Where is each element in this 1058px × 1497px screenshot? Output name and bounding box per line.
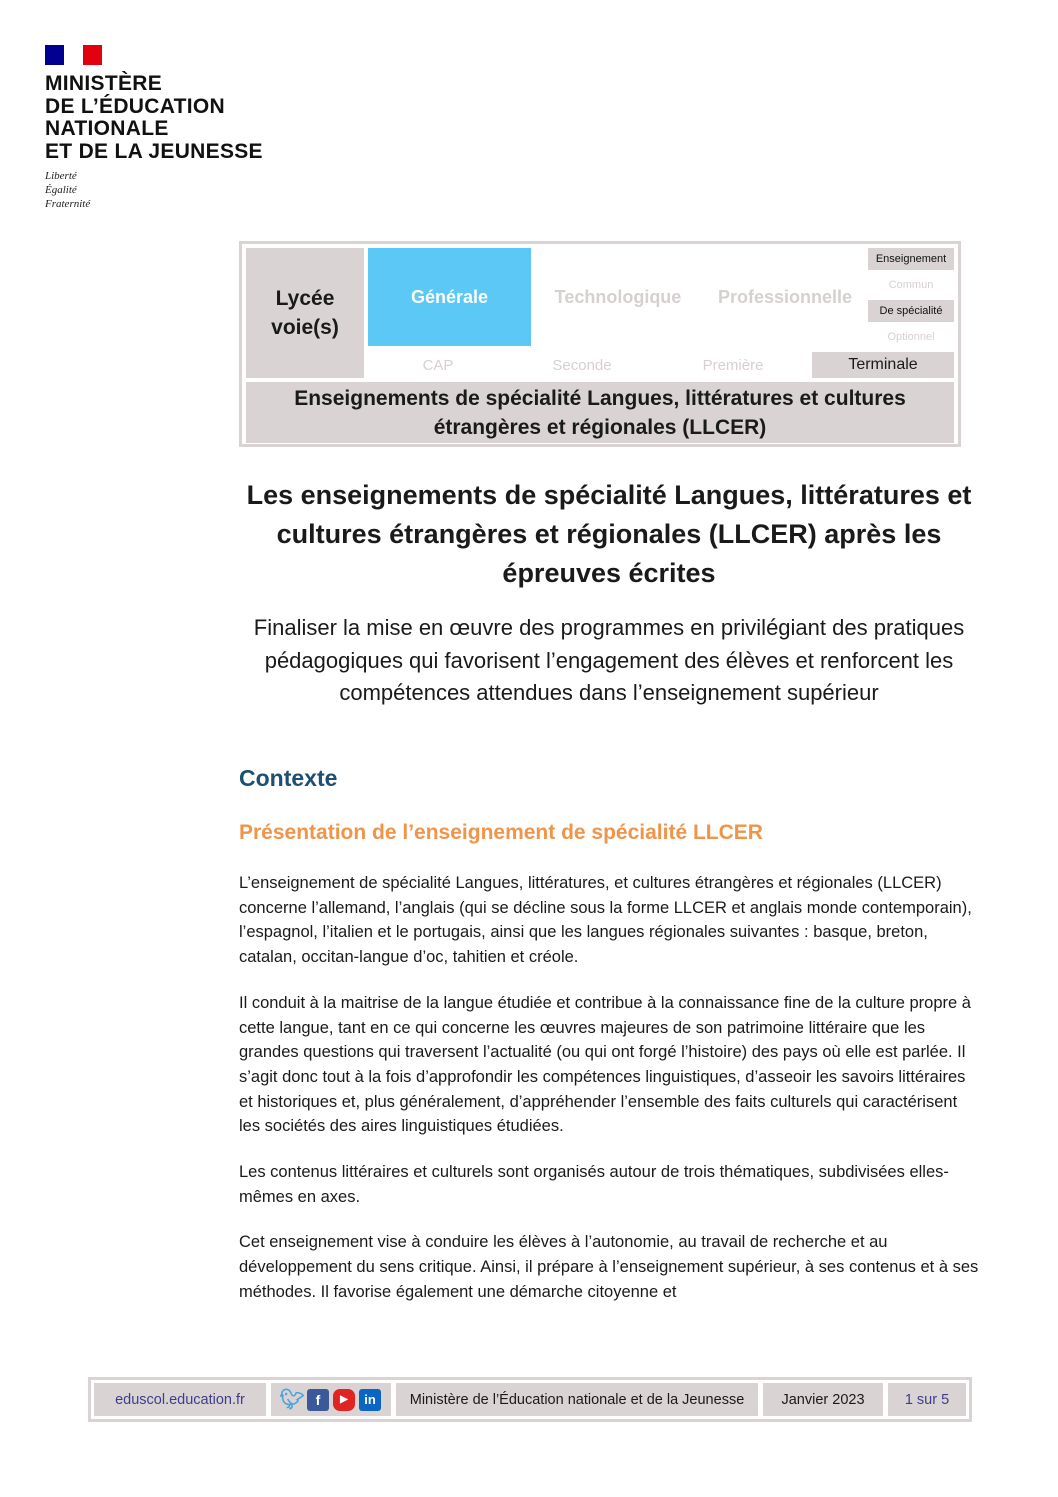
- subject-cell: [246, 382, 954, 443]
- site-link[interactable]: eduscol.education.fr: [94, 1383, 266, 1416]
- optionnel-cell: Optionnel: [887, 331, 935, 343]
- voies-label: voie(s): [271, 316, 339, 339]
- lycee-cell: [246, 248, 364, 378]
- ministry-line: ET DE LA JEUNESSE: [45, 139, 263, 163]
- page-subtitle: Finaliser la mise en œuvre des programmes en privilégiant des pratiques pédagogiques qui favorisent l’engagement des élèves et renforcent les compétences attendues dans l’enseignement supérieur: [253, 615, 965, 705]
- page-title: Les enseignements de spécialité Langues, littératures et cultures étrangères et régionales (LLCER) après les épreuves écrites: [246, 480, 972, 588]
- ministry-line: MINISTÈRE: [45, 72, 163, 95]
- footer-date: Janvier 2023: [763, 1383, 883, 1416]
- ministry-logo: [45, 45, 263, 211]
- body-text: [239, 871, 981, 1326]
- subject-label: Enseignements de spécialité Langues, littératures et cultures étrangères et régionales (LLCER): [294, 386, 906, 439]
- cap-cell: CAP: [422, 356, 454, 374]
- motto: [45, 169, 263, 211]
- paragraph: L’enseignement de spécialité Langues, littératures, et cultures étrangères et régionales (LLCER) concerne l’allemand, l’anglais (qui se décline sous la forme LLCER et anglais monde contemporain), l’espagnol, l’italien et le portugais, ainsi que les langues régionales suivantes : basque, breton, catalan, occitan-langue d’oc, tahitien et créole.: [239, 874, 972, 967]
- generale-cell: Générale: [368, 248, 531, 346]
- paragraph: Les contenus littéraires et culturels sont organisés autour de trois thématiques, subdivisées elles-mêmes en axes.: [239, 1163, 949, 1206]
- technologique-cell: Technologique: [554, 286, 682, 307]
- professionnelle-cell: Professionnelle: [717, 286, 853, 307]
- header-table: [239, 241, 961, 447]
- paragraph: Cet enseignement vise à conduire les élèves à l’autonomie, au travail de recherche et au développement du sens critique. Ainsi, il prépare à l’enseignement supérieur, à ses contenus et à ses méthodes. Il favorise également une démarche citoyenne et: [239, 1233, 979, 1301]
- terminale-cell: Terminale: [812, 352, 954, 378]
- social-links: [271, 1383, 391, 1416]
- paragraph: Il conduit à la maitrise de la langue étudiée et contribue à la connaissance fine de la culture propre à cette langue, tant en ce qui concerne les œuvres majeures de son patrimoine littéraire que les grandes questions qui traversent l’actualité (ou qui ont forgé l’histoire) des pays où elle est parlée. Il s’agit donc tout à la fois d’approfondir les compétences linguistiques, d’asseoir les savoirs littéraires et historiques et, plus généralement, d’appréhender l’ensemble des faits culturels qui caractérisent les sociétés des aires linguistiques étudiées.: [239, 993, 971, 1136]
- ministry-name: [45, 73, 263, 163]
- linkedin-icon[interactable]: in: [359, 1389, 381, 1411]
- motto-line: Égalité: [45, 184, 77, 196]
- footer-ministry: Ministère de l’Éducation nationale et de la Jeunesse: [396, 1383, 758, 1416]
- page-footer: [88, 1377, 972, 1422]
- seconde-cell: Seconde: [552, 356, 612, 374]
- enseignement-cell: Enseignement: [868, 248, 954, 270]
- flag-icon: [45, 45, 102, 65]
- subsection-heading: Présentation de l’enseignement de spécialité LLCER: [239, 821, 763, 844]
- premiere-cell: Première: [702, 356, 764, 374]
- twitter-icon[interactable]: 🐦︎: [279, 1389, 305, 1411]
- lycee-label: Lycée: [275, 287, 335, 310]
- ministry-line: DE L’ÉDUCATION: [45, 94, 225, 118]
- facebook-icon[interactable]: f: [307, 1389, 329, 1411]
- motto-line: Fraternité: [45, 198, 91, 210]
- motto-line: Liberté: [45, 170, 77, 182]
- section-heading: Contexte: [239, 765, 338, 791]
- ministry-line: NATIONALE: [45, 117, 169, 140]
- page-number: 1 sur 5: [888, 1383, 966, 1416]
- specialite-cell: De spécialité: [868, 300, 954, 322]
- youtube-icon[interactable]: ▶: [333, 1389, 355, 1411]
- commun-cell: Commun: [888, 279, 934, 291]
